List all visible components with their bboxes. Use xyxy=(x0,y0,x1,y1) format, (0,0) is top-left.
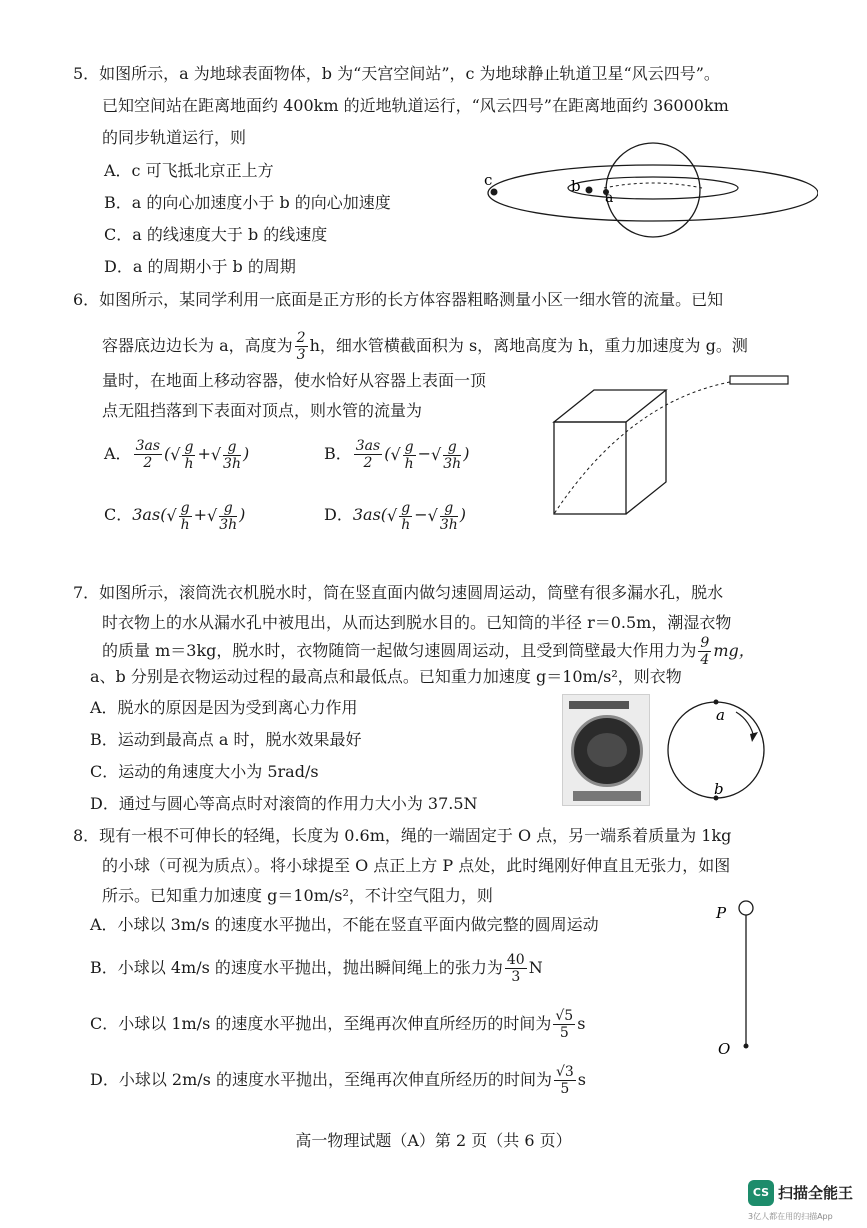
q5-label-a: a xyxy=(605,190,614,206)
q6-option-c: C．3as(√ $\frac{g}{h}$ +√ $\frac{g}{3h}$ ) xyxy=(104,499,246,533)
q8-option-a: A．小球以 3m/s 的速度水平抛出，不能在竖直平面内做完整的圆周运动 xyxy=(90,915,599,934)
q6-option-a: A． $\frac{3as}{2}$ (√ $\frac{g}{h}$ +√ $\frac{g}{3h}$ ) xyxy=(104,438,250,472)
q5-orbit-figure xyxy=(478,140,818,250)
q8-option-d: D．小球以 2m/s 的速度水平抛出，至绳再次伸直所经历的时间为 $\frac{√3}{5}$ s xyxy=(90,1064,587,1097)
q6-option-b: B． $\frac{3as}{2}$ (√ $\frac{g}{h}$ −√ $\frac{g}{3h}$ ) xyxy=(324,438,470,472)
q7-option-c: C．运动的角速度大小为 5rad/s xyxy=(90,762,319,781)
q6-option-d: D．3as(√ $\frac{g}{h}$ −√ $\frac{g}{3h}$ ) xyxy=(324,499,466,533)
q6-stem-line1: 6．如图所示，某同学利用一底面是正方形的长方体容器粗略测量小区一细水管的流量。已知 xyxy=(73,290,724,309)
q6-container-figure xyxy=(548,372,798,522)
q5-stem-line3: 的同步轨道运行，则 xyxy=(102,128,247,147)
q7-option-b: B．运动到最高点 a 时，脱水效果最好 xyxy=(90,730,362,749)
q8-label-o: O xyxy=(718,1040,731,1058)
q5-label-c: c xyxy=(484,171,493,189)
q6-height-fraction: $\frac{2}{3}$ xyxy=(296,330,306,363)
q8-stem-line1: 8．现有一根不可伸长的轻绳，长度为 0.6m，绳的一端固定于 O 点，另一端系着质量为 1kg xyxy=(73,826,732,845)
q7-stem-line3-text: 的质量 m＝3kg，脱水时，衣物随筒一起做匀速圆周运动，且受到筒壁最大作用力为 $\frac{9}{4}$ mg， xyxy=(102,635,755,668)
watermark-tagline: 3亿人都在用的扫描App xyxy=(748,1212,833,1221)
q7-label-a: a xyxy=(716,706,725,724)
q7-option-a: A．脱水的原因是因为受到离心力作用 xyxy=(90,698,358,717)
q8-stem-line3: 所示。已知重力加速度 g＝10m/s²，不计空气阻力，则 xyxy=(102,886,493,905)
q7-label-b: b xyxy=(714,780,724,798)
q8-rope-figure xyxy=(712,896,772,1060)
q5-option-a: A．c 可飞抵北京正上方 xyxy=(104,161,274,180)
q7-option-d: D．通过与圆心等高点时对滚筒的作用力大小为 37.5N xyxy=(90,794,478,813)
q6-stem-line4: 点无阻挡落到下表面对顶点，则水管的流量为 xyxy=(102,401,423,420)
q7-washing-machine-photo xyxy=(562,694,650,806)
q8-label-p: P xyxy=(716,904,727,922)
watermark-app-name: 扫描全能王 xyxy=(778,1184,854,1202)
q7-stem-line2: 时衣物上的水从漏水孔中被甩出，从而达到脱水目的。已知筒的半径 r＝0.5m，潮湿衣物 xyxy=(102,613,732,632)
q7-force-fraction: $\frac{9}{4}$ xyxy=(700,635,710,668)
camscanner-logo-icon: CS xyxy=(748,1180,774,1206)
q5-option-d: D．a 的周期小于 b 的周期 xyxy=(104,257,296,276)
scanner-watermark xyxy=(748,1175,867,1228)
q7-stem-line1: 7．如图所示，滚筒洗衣机脱水时，筒在竖直面内做匀速圆周运动，筒壁有很多漏水孔，脱水 xyxy=(73,583,724,602)
q6-stem-line3: 量时，在地面上移动容器，使水恰好从容器上表面一顶 xyxy=(102,371,487,390)
q6-stem-line2: 容器底边边长为 a，高度为 $\frac{2}{3}$ h，细水管横截面积为 s，离地高度为 h，重力加速度为 g。测 xyxy=(102,330,748,363)
q7-stem-line4: a、b 分别是衣物运动过程的最高点和最低点。已知重力加速度 g＝10m/s²，则衣物 xyxy=(90,667,682,686)
q5-stem-line1: 5．如图所示，a 为地球表面物体，b 为“天宫空间站”，c 为地球静止轨道卫星“风云四号”。 xyxy=(73,64,720,83)
q5-stem-line2: 已知空间站在距离地面约 400km 的近地轨道运行，“风云四号”在距离地面约 36000km xyxy=(102,96,729,115)
q5-label-b: b xyxy=(571,177,581,195)
q5-option-c: C．a 的线速度大于 b 的线速度 xyxy=(104,225,328,244)
q7-circle-figure xyxy=(660,698,780,802)
q5-option-b: B．a 的向心加速度小于 b 的向心加速度 xyxy=(104,193,391,212)
q8-stem-line2: 的小球（可视为质点）。将小球提至 O 点正上方 P 点处，此时绳刚好伸直且无张力，如图 xyxy=(102,856,731,875)
q8-option-b: B．小球以 4m/s 的速度水平抛出，抛出瞬间绳上的张力为 $\frac{40}{3}$ N xyxy=(90,952,543,985)
q8-option-c: C．小球以 1m/s 的速度水平抛出，至绳再次伸直所经历的时间为 $\frac{√5}{5}$ s xyxy=(90,1008,586,1041)
page-footer: 高一物理试题（A）第 2 页（共 6 页） xyxy=(295,1131,572,1150)
